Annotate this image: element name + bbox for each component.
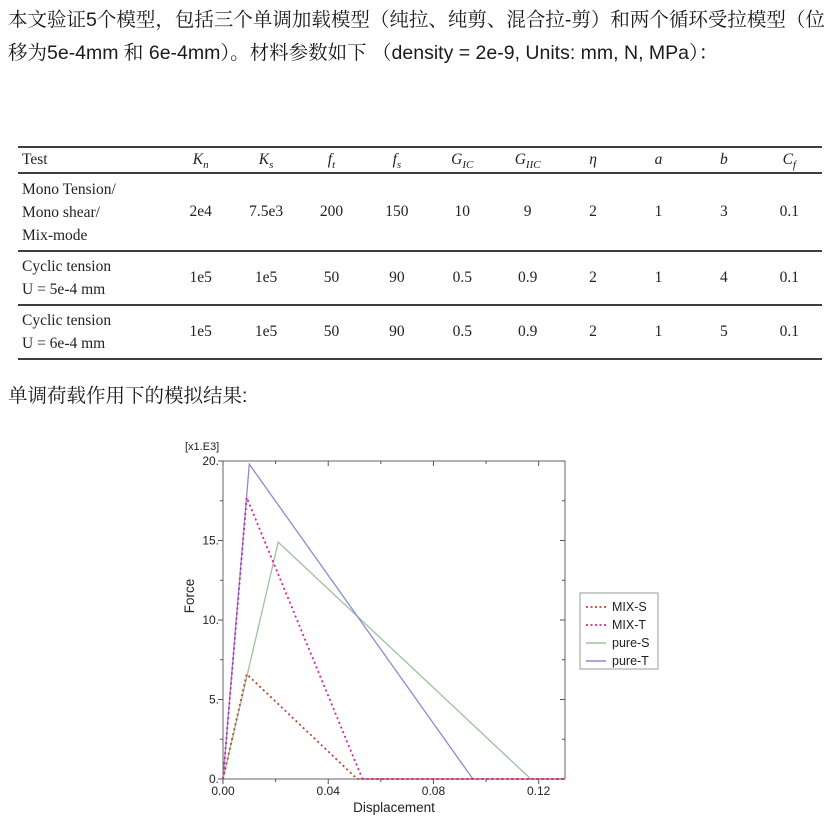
value-cell: 1e5	[254, 323, 278, 340]
legend-label-pure-S: pure-S	[612, 636, 650, 650]
x-tick-label: 0.00	[211, 784, 235, 798]
series-line-MIX-T	[223, 498, 565, 779]
legend-label-MIX-T: MIX-T	[612, 618, 647, 632]
table-row	[18, 173, 822, 251]
value-cell: 2	[589, 323, 597, 340]
value-cell: 7.5e3	[249, 203, 284, 220]
table-row	[18, 305, 822, 359]
series-line-pure-S	[223, 542, 565, 779]
column-header: Test	[22, 151, 48, 168]
value-cell: 1	[654, 323, 663, 340]
param-table-header-row	[18, 147, 822, 173]
column-header: $K_n$	[192, 151, 209, 172]
value-cell: 150	[385, 203, 409, 220]
value-cell: 5	[719, 323, 728, 340]
value-cell: 4	[719, 269, 728, 286]
value-cell: 0.1	[779, 269, 799, 286]
value-cell: 90	[389, 269, 405, 286]
value-cell: 0.9	[517, 323, 538, 340]
column-header: $f_t$	[327, 151, 336, 172]
column-header: a	[654, 151, 663, 168]
test-name-cell: Mono Tension/ Mono shear/ Mix-mode	[22, 180, 116, 244]
table-row	[18, 251, 822, 305]
value-cell: 0.9	[517, 269, 538, 286]
y-axis-label: Force	[182, 578, 197, 614]
value-cell: 0.1	[779, 203, 799, 220]
y-tick-label: 15.	[202, 533, 219, 548]
column-header: $K_s$	[258, 151, 274, 172]
results-section-label: 单调荷载作用下的模拟结果:	[8, 385, 248, 407]
value-cell: 2e4	[189, 203, 212, 220]
y-tick-label: 5.	[208, 692, 219, 707]
legend-label-MIX-S: MIX-S	[612, 600, 647, 614]
x-tick-label: 0.08	[421, 784, 446, 798]
plot-frame	[223, 461, 565, 779]
x-tick-label: 0.04	[316, 784, 340, 798]
value-cell: 90	[389, 323, 405, 340]
legend-label-pure-T: pure-T	[612, 654, 649, 668]
column-header: $G_{IIC}$	[514, 151, 541, 172]
test-name-cell: Cyclic tension U = 5e-4 mm	[22, 258, 112, 298]
value-cell: 2	[589, 269, 597, 286]
y-tick-label: 0.	[208, 772, 219, 786]
test-name-cell: Cyclic tension U = 6e-4 mm	[22, 312, 112, 352]
force-displacement-chart	[180, 436, 700, 824]
value-cell: 0.1	[779, 323, 799, 340]
intro-paragraph: 本文验证5个模型，包括三个单调加载模型（纯拉、纯剪、混合拉-剪）和两个循环受拉模型（位移为5e-4mm 和 6e-4mm）。材料参数如下 （density = 2e-9, Units: mm, N, MPa）：	[8, 9, 825, 64]
y-tick-label: 10.	[202, 613, 219, 627]
value-cell: 3	[719, 203, 728, 220]
column-header: $f_s$	[392, 151, 402, 172]
column-header: η	[589, 151, 597, 168]
value-cell: 10	[454, 203, 471, 220]
column-header: $C_f$	[782, 151, 796, 172]
value-cell: 1	[654, 269, 663, 286]
value-cell: 0.5	[452, 269, 472, 286]
value-cell: 50	[323, 323, 340, 340]
value-cell: 50	[323, 269, 340, 286]
value-cell: 0.5	[452, 323, 472, 340]
chart-container	[180, 436, 700, 824]
value-cell: 200	[319, 203, 344, 220]
value-cell: 1	[654, 203, 663, 220]
x-axis-label: Displacement	[353, 800, 435, 815]
series-line-pure-T	[223, 464, 565, 779]
value-cell: 2	[589, 203, 597, 220]
value-cell: 1e5	[189, 323, 212, 340]
y-scale-note: [x1.E3]	[185, 441, 220, 453]
y-tick-label: 20.	[202, 454, 219, 468]
param-table-body	[18, 173, 822, 359]
value-cell: 9	[523, 203, 532, 220]
column-header: $G_{IC}$	[451, 151, 474, 172]
column-header: b	[719, 151, 728, 168]
material-parameters-table	[18, 146, 822, 360]
value-cell: 1e5	[189, 269, 212, 286]
x-tick-label: 0.12	[527, 784, 551, 798]
value-cell: 1e5	[254, 269, 278, 286]
